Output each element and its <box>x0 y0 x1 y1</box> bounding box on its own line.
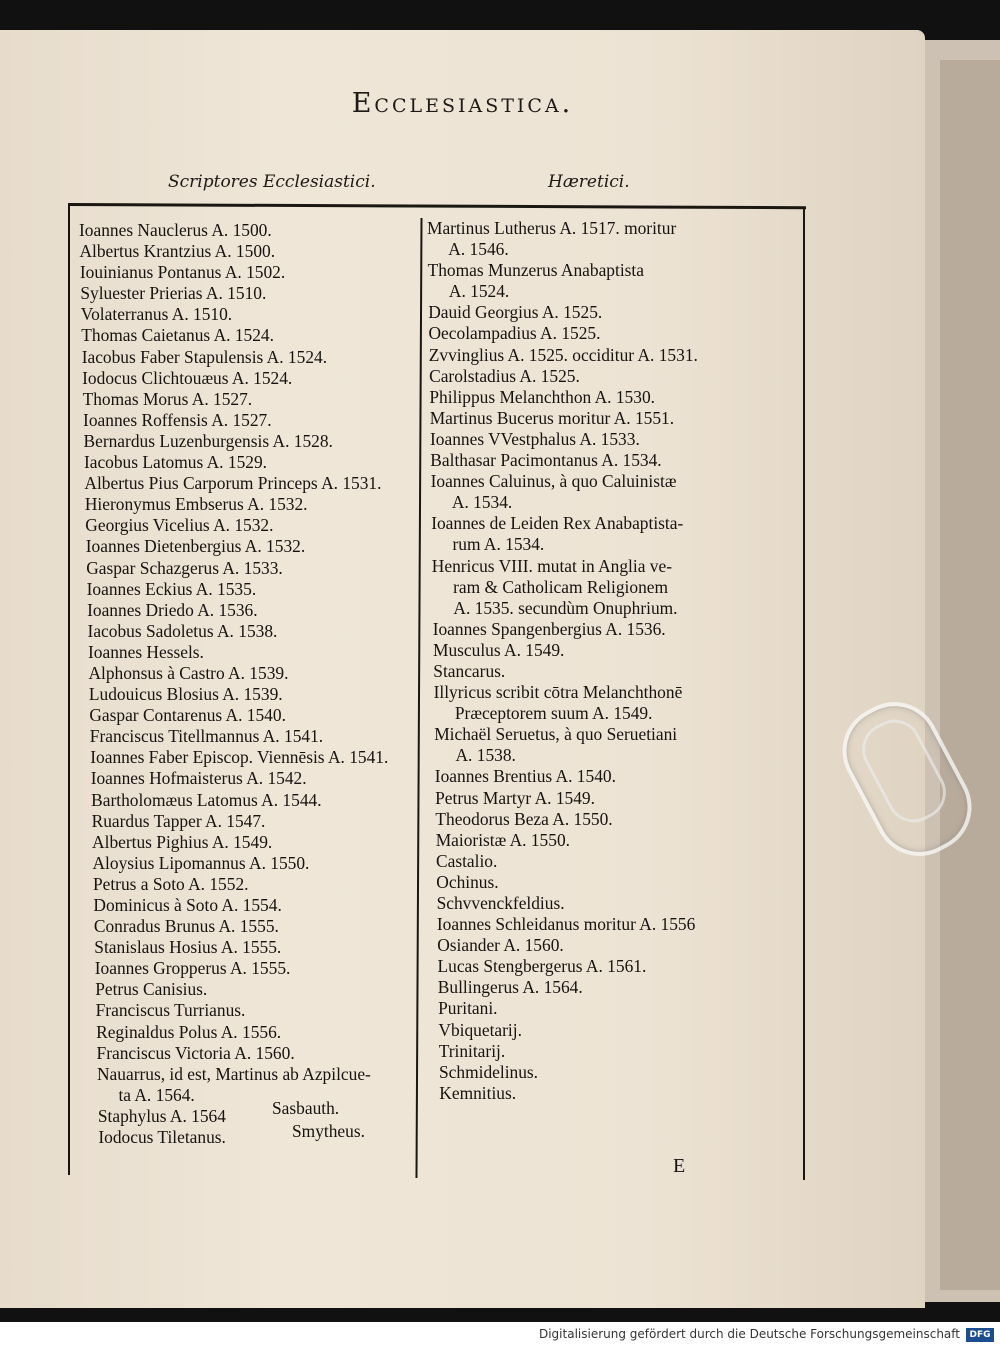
entry: Ioannes Schleidanus moritur A. 1556 <box>436 914 696 935</box>
entry: Stancarus. <box>433 660 506 681</box>
entry: Ioannes Hofmaisterus A. 1542. <box>90 768 307 789</box>
entry: Musculus A. 1549. <box>433 639 565 660</box>
entry: rum A. 1534. <box>452 534 545 555</box>
entry: Georgius Vicelius A. 1532. <box>85 515 274 536</box>
entry: Ioannes de Leiden Rex Anabaptista- <box>431 513 684 534</box>
entry: Iodocus Tiletanus. <box>98 1127 226 1148</box>
left-column-heading: Scriptores Ecclesiastici. <box>168 172 376 192</box>
entry: Ioannes Faber Episcop. Viennēsis A. 1541. <box>90 747 389 768</box>
entry: A. 1535. secundùm Onuphrium. <box>453 597 678 618</box>
entry: Dominicus à Soto A. 1554. <box>93 895 282 915</box>
entry: Gaspar Contarenus A. 1540. <box>89 705 286 726</box>
entry: Iacobus Latomus A. 1529. <box>83 452 267 473</box>
entry: Iacobus Sadoletus A. 1538. <box>87 620 278 641</box>
entry: Reginaldus Polus A. 1556. <box>96 1021 282 1042</box>
entry: Ioannes Caluinus, à quo Caluinistæ <box>430 471 677 492</box>
entry: A. 1524. <box>448 281 510 302</box>
entry: Bullingerus A. 1564. <box>437 977 583 998</box>
entry: Henricus VIII. mutat in Anglia ve- <box>431 555 672 576</box>
entry: Maioristæ A. 1550. <box>435 829 570 850</box>
entry: Franciscus Titellmannus A. 1541. <box>89 726 324 747</box>
entry: Trinitarij. <box>438 1040 506 1061</box>
entry: Franciscus Turrianus. <box>95 1000 246 1021</box>
entry: Lucas Stengbergerus A. 1561. <box>437 956 647 977</box>
entry: A. 1534. <box>451 492 513 513</box>
entry: Philippus Melanchthon A. 1530. <box>429 386 655 407</box>
entry: Albertus Krantzius A. 1500. <box>79 241 276 262</box>
entry: Stanislaus Hosius A. 1555. <box>94 937 282 958</box>
entry: Iodocus Clichtouæus A. 1524. <box>82 367 293 388</box>
entry: Petrus Martyr A. 1549. <box>435 787 595 808</box>
page-title: Ecclesiastica. <box>351 88 574 119</box>
footer-bar <box>0 1322 1000 1348</box>
entry: A. 1546. <box>448 239 509 260</box>
left-extra-name-a: Sasbauth. <box>272 1098 340 1118</box>
entry: Carolstadius A. 1525. <box>429 365 580 386</box>
entry: Staphylus A. 1564 <box>97 1105 226 1126</box>
entry: Zvvinglius A. 1525. occiditur A. 1531. <box>428 344 698 365</box>
entry: Ioannes Eckius A. 1535. <box>86 578 257 599</box>
entry: Thomas Munzerus Anabaptista <box>427 260 644 281</box>
entry: Castalio. <box>436 850 498 871</box>
entry: Osiander A. 1560. <box>437 935 564 956</box>
entry: Bartholomæus Latomus A. 1544. <box>91 789 322 810</box>
entry: Volaterranus A. 1510. <box>80 304 233 325</box>
entry: Syluester Prierias A. 1510. <box>80 283 267 304</box>
entry: Ioannes Roffensis A. 1527. <box>83 409 272 430</box>
entry: Præceptorem suum A. 1549. <box>454 703 653 724</box>
entry: Franciscus Victoria A. 1560. <box>96 1042 295 1063</box>
footer-credit: Digitalisierung gefördert durch die Deutsche Forschungsgemeinschaft <box>538 1327 960 1341</box>
entry: Petrus Canisius. <box>95 979 208 1000</box>
entry: Ioannes Gropperus A. 1555. <box>94 958 291 979</box>
entry: Aloysius Lipomannus A. 1550. <box>92 852 310 873</box>
entry: Bernardus Luzenburgensis A. 1528. <box>83 430 333 451</box>
signature-mark: E <box>673 1155 686 1177</box>
entry: Vbiquetarij. <box>438 1019 522 1040</box>
entry: ram & Catholicam Religionem <box>453 576 669 597</box>
entry: Theodorus Beza A. 1550. <box>435 808 613 829</box>
left-column-list <box>79 220 388 1148</box>
entry: Albertus Pighius A. 1549. <box>92 831 273 852</box>
entry: Thomas Caietanus A. 1524. <box>81 325 274 346</box>
entry: Kemnitius. <box>439 1082 517 1103</box>
entry: Ochinus. <box>436 871 499 892</box>
entry: Puritani. <box>438 998 498 1019</box>
entry: Iacobus Faber Stapulensis A. 1524. <box>81 346 328 367</box>
entry: Ioannes Brentius A. 1540. <box>434 766 616 787</box>
underlying-leaf-edge <box>940 60 1000 1290</box>
right-border-line <box>803 208 805 1180</box>
entry: Ioannes Nauclerus A. 1500. <box>79 220 272 240</box>
entry: Dauid Georgius A. 1525. <box>428 302 603 323</box>
entry: Ioannes Hessels. <box>88 641 204 662</box>
entry: Balthasar Pacimontanus A. 1534. <box>430 450 662 471</box>
right-column-heading: Hæretici. <box>548 172 630 192</box>
entry: Nauarrus, id est, Martinus ab Azpilcue- <box>97 1063 371 1084</box>
entry: Hieronymus Embserus A. 1532. <box>84 494 308 515</box>
entry: Ludouicus Blosius A. 1539. <box>88 684 283 705</box>
entry: Ruardus Tapper A. 1547. <box>91 810 266 831</box>
left-border-line <box>68 205 70 1175</box>
entry: Oecolampadius A. 1525. <box>428 323 601 344</box>
entry: Ioannes Spangenbergius A. 1536. <box>432 618 666 639</box>
entry: Martinus Bucerus moritur A. 1551. <box>429 407 675 428</box>
dfg-logo: DFG <box>966 1328 994 1342</box>
entry: Petrus a Soto A. 1552. <box>92 873 249 894</box>
entry: Ioannes Dietenbergius A. 1532. <box>85 536 306 557</box>
entry: Ioannes Driedo A. 1536. <box>87 599 258 620</box>
entry: ta A. 1564. <box>118 1084 195 1105</box>
entry: Thomas Morus A. 1527. <box>82 388 253 409</box>
entry: Conradus Brunus A. 1555. <box>93 916 279 937</box>
entry: Iouinianus Pontanus A. 1502. <box>79 262 286 283</box>
entry: A. 1538. <box>455 745 516 766</box>
entry: Alphonsus à Castro A. 1539. <box>88 662 289 683</box>
entry: Gaspar Schazgerus A. 1533. <box>86 557 283 578</box>
entry: Michaël Seruetus, à quo Seruetiani <box>434 724 678 745</box>
right-column-list <box>427 218 698 1104</box>
entry: Schmidelinus. <box>439 1061 539 1082</box>
entry: Schvvenckfeldius. <box>436 893 565 913</box>
entry: Martinus Lutherus A. 1517. moritur <box>427 218 677 238</box>
entry: Illyricus scribit cōtra Melanchthonē <box>433 682 683 703</box>
left-extra-name-b: Smytheus. <box>292 1121 365 1141</box>
entry: Ioannes VVestphalus A. 1533. <box>430 428 640 449</box>
entry: Albertus Pius Carporum Princeps A. 1531. <box>84 473 382 494</box>
